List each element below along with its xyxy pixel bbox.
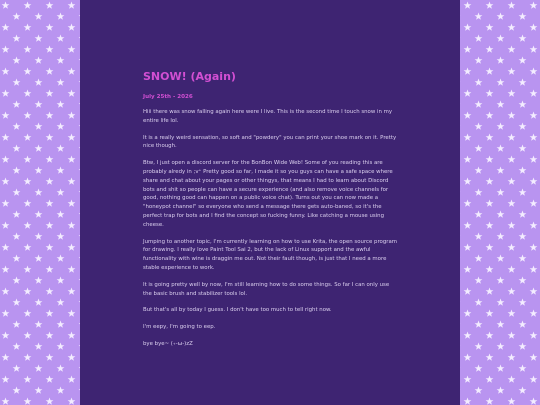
post-paragraph: It is a really weird sensation, so soft and "powdery" you can print your shoe mark on it. Pretty nice though. xyxy=(143,134,397,150)
post-body xyxy=(143,108,398,357)
post-paragraph: I'm eepy, I'm going to eep. xyxy=(143,324,216,331)
post-paragraph: Btw, I just open a discord server for the BonBon Wide Web! Some of you reading this are probably alredy in ;v⁺ Pretty good so far, I made it so you guys can have a safe space where share and chat about your pages or other thingys, that means I had to learn about Discord bots and shit so people can have a secure experience (and also remove voice channels for good, nothing good can happen on a public voice chat). Turns out you can now made a "honeypot channel" so everyone who send a message there gets auto-baned, so it's the perfect trap for bots and I find the concept so fucking funny. Like catching a mouse using cheese. xyxy=(143,160,393,228)
post-paragraph: Jumping to another topic, I'm currently learning on how to use Krita, the open source program for drawing. I really love Paint Tool Sai 2, but the lack of Linux support and the awful functionality with wine is draggin me out. Not their fault though, is just that I need a more stable experience to work. xyxy=(143,238,398,271)
post-title: SNOW! (Again) xyxy=(143,70,236,83)
post-paragraph: But that's all by today I guess. I don't have too much to tell right now. xyxy=(143,307,332,314)
post-paragraph: It is going pretty well by now, I'm still learning how to do some things. So far I can only use the basic brush and stabilizer tools lol. xyxy=(143,281,390,297)
post-sign-off: bye bye~ (₊-ω-)zZ xyxy=(143,340,193,347)
post-date: July 25th - 2026 xyxy=(143,94,193,100)
post-paragraph: Hiii there was snow falling again here were I live. This is the second time I touch snow in my entire life lol. xyxy=(143,109,393,124)
